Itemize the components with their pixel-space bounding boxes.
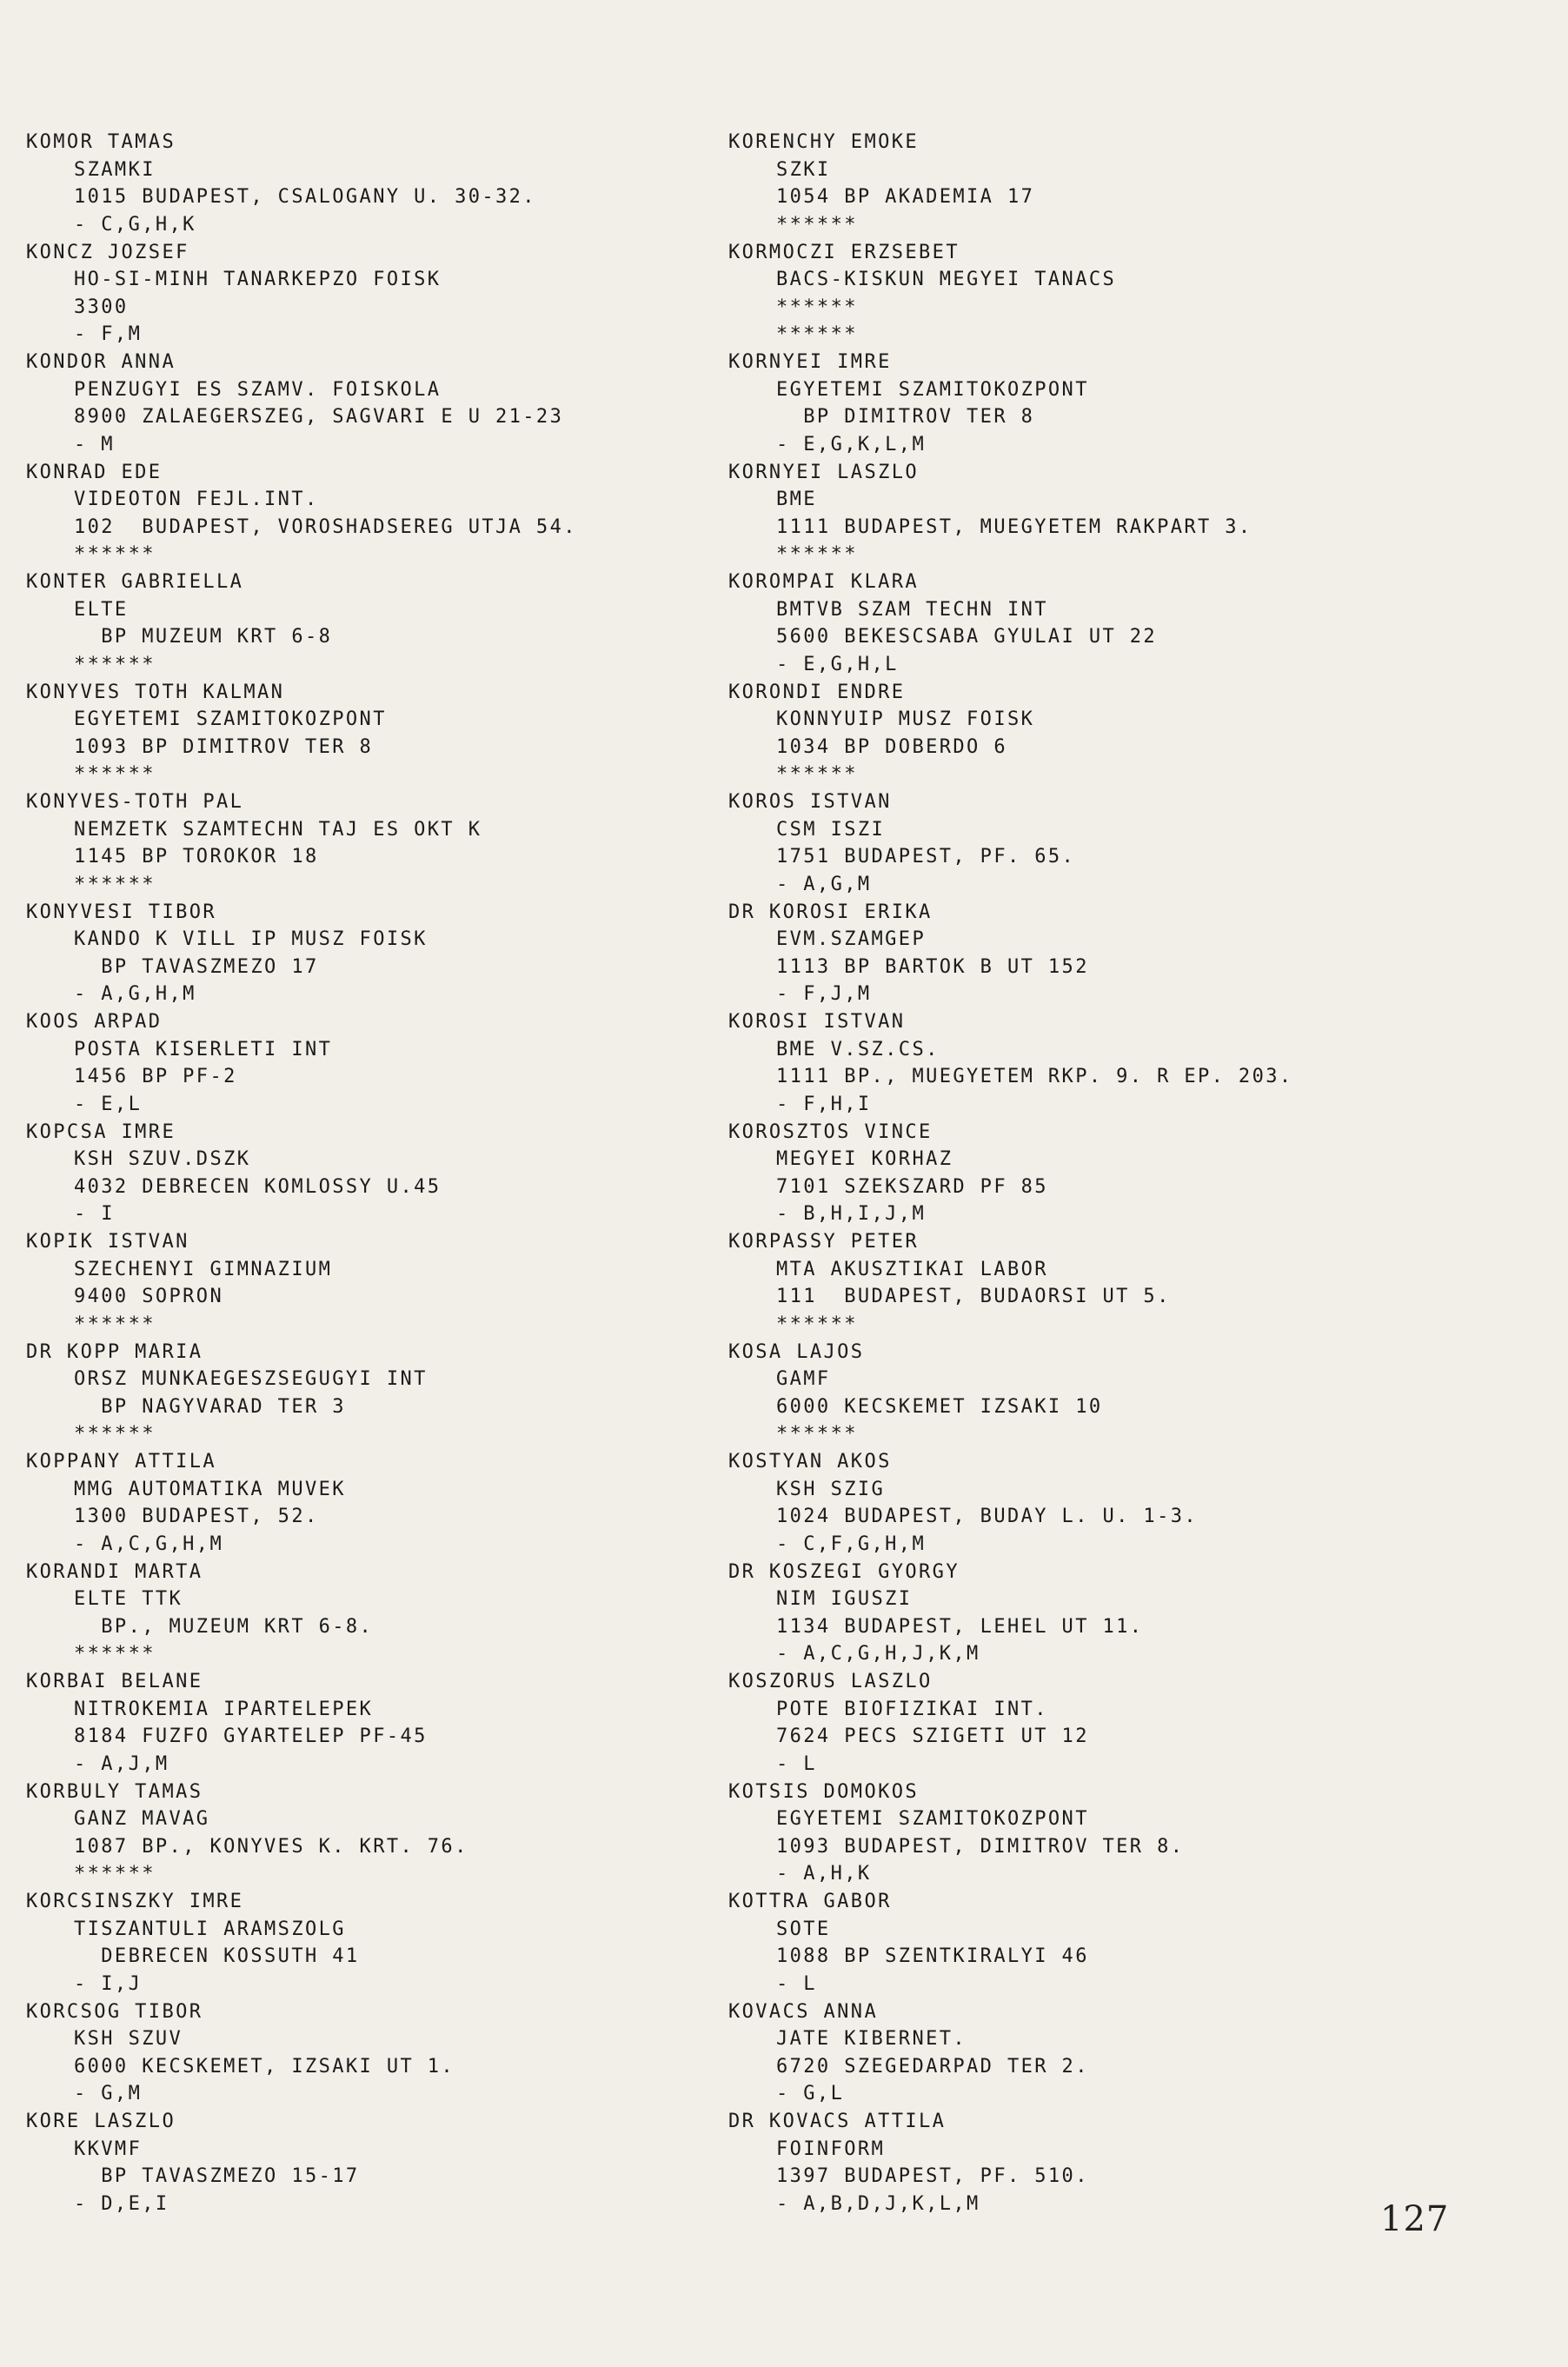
entry-institution: SOTE (776, 1918, 831, 1940)
directory-entry (728, 1228, 1450, 1339)
entry-codes: - L (776, 1752, 817, 1775)
directory-entry (26, 1119, 747, 1229)
entry-codes: ****** (74, 1643, 156, 1666)
directory-entry (26, 1779, 747, 1889)
entry-name: KOPIK ISTVAN (26, 1231, 189, 1253)
directory-entry (26, 788, 747, 899)
entry-name: KORENCHY EMOKE (728, 131, 920, 153)
entry-codes: - A,H,K (776, 1863, 872, 1885)
entry-institution: BME V.SZ.CS. (776, 1038, 940, 1060)
entry-address: 1113 BP BARTOK B UT 152 (776, 955, 1089, 978)
entry-institution: POTE BIOFIZIKAI INT. (776, 1698, 1048, 1720)
entry-address: BP TAVASZMEZO 17 (74, 955, 319, 978)
entry-codes: - F,H,I (776, 1093, 872, 1115)
entry-codes: - A,C,G,H,M (74, 1533, 224, 1555)
entry-address: 7101 SZEKSZARD PF 85 (776, 1175, 1048, 1198)
directory-entry (728, 1119, 1450, 1229)
entry-institution: POSTA KISERLETI INT (74, 1038, 333, 1060)
entry-institution: GANZ MAVAG (74, 1808, 210, 1831)
entry-institution: SZKI (776, 158, 831, 181)
directory-entry (26, 1228, 747, 1339)
entry-address: 1093 BUDAPEST, DIMITROV TER 8. (776, 1835, 1185, 1858)
entry-address: 1054 BP AKADEMIA 17 (776, 186, 1035, 209)
entry-codes: - E,G,H,L (776, 653, 899, 675)
left-column (26, 129, 747, 2218)
entry-address: 1300 BUDAPEST, 52. (74, 1506, 319, 1528)
entry-institution: NEMZETK SZAMTECHN TAJ ES OKT K (74, 818, 482, 841)
directory-entry (728, 1448, 1450, 1559)
entry-codes: - B,H,I,J,M (776, 1203, 927, 1226)
directory-entry (728, 239, 1450, 349)
entry-address: 1111 BP., MUEGYETEM RKP. 9. R EP. 203. (776, 1066, 1293, 1088)
entry-institution: BACS-KISKUN MEGYEI TANACS (776, 269, 1117, 291)
entry-institution: EGYETEMI SZAMITOKOZPONT (74, 708, 387, 731)
entry-institution: MEGYEI KORHAZ (776, 1148, 953, 1171)
entry-address: 102 BUDAPEST, VOROSHADSEREG UTJA 54. (74, 515, 577, 538)
entry-name: DR KOSZEGI GYORGY (728, 1560, 960, 1583)
entry-codes: - I (74, 1203, 115, 1226)
directory-entry (728, 459, 1450, 569)
entry-institution: KONNYUIP MUSZ FOISK (776, 708, 1035, 731)
entry-codes: ****** (776, 323, 858, 346)
directory-entry (728, 1998, 1450, 2109)
directory-entry (26, 1339, 747, 1449)
entry-name: KOSTYAN AKOS (728, 1451, 892, 1473)
entry-name: KOTSIS DOMOKOS (728, 1780, 920, 1803)
entry-address: 1088 BP SZENTKIRALYI 46 (776, 1945, 1089, 1968)
entry-institution: MTA AKUSZTIKAI LABOR (776, 1258, 1048, 1280)
entry-codes: - G,M (74, 2083, 143, 2105)
entry-institution: PENZUGYI ES SZAMV. FOISKOLA (74, 378, 442, 401)
entry-codes: - I,J (74, 1972, 143, 1995)
directory-entry (728, 899, 1450, 1009)
entry-address: 1087 BP., KONYVES K. KRT. 76. (74, 1835, 468, 1858)
entry-institution: JATE KIBERNET. (776, 2028, 967, 2051)
entry-institution: ELTE TTK (74, 1588, 183, 1611)
entry-address: 8900 ZALAEGERSZEG, SAGVARI E U 21-23 (74, 406, 564, 429)
entry-codes: ****** (74, 1423, 156, 1446)
entry-institution: CSM ISZI (776, 818, 886, 841)
entry-codes: - C,G,H,K (74, 213, 196, 236)
entry-name: KORNYEI IMRE (728, 351, 892, 373)
entry-name: KOOS ARPAD (26, 1011, 163, 1033)
directory-entry (728, 349, 1450, 459)
entry-codes: - A,B,D,J,K,L,M (776, 2192, 980, 2215)
entry-institution: HO-SI-MINH TANARKEPZO FOISK (74, 269, 442, 291)
directory-entry (26, 459, 747, 569)
entry-codes: ****** (74, 1313, 156, 1335)
entry-address: 1397 BUDAPEST, PF. 510. (776, 2165, 1089, 2188)
entry-address: 1751 BUDAPEST, PF. 65. (776, 846, 1076, 868)
directory-entry (26, 129, 747, 239)
entry-name: KORPASSY PETER (728, 1231, 920, 1253)
entry-institution: EGYETEMI SZAMITOKOZPONT (776, 378, 1089, 401)
entry-address: BP DIMITROV TER 8 (776, 406, 1035, 429)
entry-name: KOSA LAJOS (728, 1340, 865, 1363)
entry-institution: EGYETEMI SZAMITOKOZPONT (776, 1808, 1089, 1831)
directory-entry (728, 1559, 1450, 1669)
entry-codes: ****** (776, 543, 858, 566)
entry-institution: GAMF (776, 1368, 831, 1391)
entry-institution: KSH SZUV.DSZK (74, 1148, 251, 1171)
entry-institution: BMTVB SZAM TECHN INT (776, 598, 1048, 621)
entry-codes: ****** (776, 1423, 858, 1446)
entry-name: KORCSINSZKY IMRE (26, 1891, 244, 1912)
directory-entry (26, 239, 747, 349)
directory-entry (728, 1888, 1450, 1998)
entry-name: KOSZORUS LASZLO (728, 1671, 933, 1692)
entry-name: KONTER GABRIELLA (26, 571, 244, 593)
entry-name: KORE LASZLO (26, 2111, 176, 2132)
entry-codes: ****** (74, 543, 156, 566)
entry-codes: - C,F,G,H,M (776, 1533, 927, 1555)
directory-entry (26, 1559, 747, 1669)
directory-entry (26, 1998, 747, 2109)
entry-address: 1145 BP TOROKOR 18 (74, 846, 319, 868)
entry-institution: KSH SZIG (776, 1478, 886, 1500)
entry-name: KONRAD EDE (26, 461, 163, 483)
entry-codes: ****** (74, 653, 156, 675)
entry-codes: ****** (74, 763, 156, 786)
entry-name: KORONDI ENDRE (728, 681, 906, 703)
entry-codes: - D,E,I (74, 2192, 169, 2215)
entry-name: DR KOPP MARIA (26, 1340, 203, 1363)
entry-address: ****** (776, 296, 858, 318)
entry-address: 1111 BUDAPEST, MUEGYETEM RAKPART 3. (776, 515, 1252, 538)
entry-name: KONYVES-TOTH PAL (26, 791, 244, 813)
entry-address: BP MUZEUM KRT 6-8 (74, 626, 333, 648)
entry-name: KORNYEI LASZLO (728, 461, 920, 483)
entry-codes: ****** (776, 1313, 858, 1335)
directory-entry (728, 129, 1450, 239)
entry-institution: MMG AUTOMATIKA MUVEK (74, 1478, 346, 1500)
directory-entry (26, 899, 747, 1009)
entry-address: BP TAVASZMEZO 15-17 (74, 2165, 360, 2188)
entry-name: KOROSZTOS VINCE (728, 1120, 933, 1143)
directory-entry (728, 2108, 1450, 2218)
entry-institution: NIM IGUSZI (776, 1588, 913, 1611)
entry-institution: BME (776, 489, 817, 511)
entry-address: 4032 DEBRECEN KOMLOSSY U.45 (74, 1175, 442, 1198)
entry-name: KORBULY TAMAS (26, 1780, 203, 1803)
entry-address: 111 BUDAPEST, BUDAORSI UT 5. (776, 1286, 1171, 1308)
entry-codes: ****** (776, 763, 858, 786)
entry-institution: EVM.SZAMGEP (776, 928, 927, 951)
entry-address: 1093 BP DIMITROV TER 8 (74, 735, 374, 758)
entry-institution: VIDEOTON FEJL.INT. (74, 489, 319, 511)
directory-entry (26, 679, 747, 789)
directory-entry (728, 1779, 1450, 1889)
entry-name: KOROMPAI KLARA (728, 571, 920, 593)
entry-name: KONDOR ANNA (26, 351, 176, 373)
entry-name: KONYVESI TIBOR (26, 901, 217, 923)
entry-name: KOPCSA IMRE (26, 1120, 176, 1143)
entry-codes: - F,J,M (776, 983, 872, 1006)
entry-address: 8184 FUZFO GYARTELEP PF-45 (74, 1725, 428, 1748)
entry-name: KORMOCZI ERZSEBET (728, 241, 960, 263)
entry-codes: - F,M (74, 323, 143, 346)
entry-address: 5600 BEKESCSABA GYULAI UT 22 (776, 626, 1158, 648)
entry-name: KOMOR TAMAS (26, 131, 176, 153)
entry-institution: KANDO K VILL IP MUSZ FOISK (74, 928, 428, 951)
entry-codes: - E,G,K,L,M (776, 433, 927, 455)
entry-name: KOVACS ANNA (728, 2000, 879, 2023)
entry-institution: ORSZ MUNKAEGESZSEGUGYI INT (74, 1368, 428, 1391)
page-number: 127 (1380, 2199, 1450, 2239)
entry-codes: - A,G,H,M (74, 983, 196, 1006)
entry-address: 6000 KECSKEMET, IZSAKI UT 1. (74, 2055, 455, 2078)
entry-name: KOROSI ISTVAN (728, 1011, 906, 1033)
directory-entry (26, 349, 747, 459)
entry-name: KORBAI BELANE (26, 1671, 203, 1692)
entry-address: BP., MUZEUM KRT 6-8. (74, 1615, 374, 1638)
entry-address: DEBRECEN KOSSUTH 41 (74, 1945, 360, 1968)
entry-institution: NITROKEMIA IPARTELEPEK (74, 1698, 374, 1720)
entry-codes: ****** (74, 873, 156, 895)
directory-entry (728, 1339, 1450, 1449)
directory-entry (26, 1888, 747, 1998)
entry-name: KONYVES TOTH KALMAN (26, 681, 285, 703)
directory-entry (26, 2108, 747, 2218)
entry-institution: KKVMF (74, 2138, 143, 2160)
directory-entry (728, 788, 1450, 899)
entry-codes: - A,G,M (776, 873, 872, 895)
entry-address: 1456 BP PF-2 (74, 1066, 237, 1088)
entry-codes: - M (74, 433, 115, 455)
entry-address: 3300 (74, 296, 129, 318)
right-column (728, 129, 1450, 2218)
entry-codes: ****** (776, 213, 858, 236)
entry-codes: ****** (74, 1863, 156, 1885)
entry-address: 1015 BUDAPEST, CSALOGANY U. 30-32. (74, 186, 536, 209)
directory-entry (728, 1668, 1450, 1779)
directory-entry (728, 679, 1450, 789)
entry-institution: SZAMKI (74, 158, 156, 181)
entry-address: BP NAGYVARAD TER 3 (74, 1395, 346, 1418)
entry-name: KONCZ JOZSEF (26, 241, 189, 263)
entry-address: 9400 SOPRON (74, 1286, 224, 1308)
entry-address: 6000 KECSKEMET IZSAKI 10 (776, 1395, 1103, 1418)
entry-name: KOTTRA GABOR (728, 1891, 892, 1912)
entry-name: KORCSOG TIBOR (26, 2000, 203, 2023)
directory-entry (728, 1008, 1450, 1119)
entry-address: 6720 SZEGEDARPAD TER 2. (776, 2055, 1089, 2078)
entry-institution: ELTE (74, 598, 129, 621)
entry-address: 7624 PECS SZIGETI UT 12 (776, 1725, 1089, 1748)
entry-name: DR KOVACS ATTILA (728, 2111, 947, 2132)
entry-institution: FOINFORM (776, 2138, 886, 2160)
directory-entry (728, 568, 1450, 679)
entry-address: 1034 BP DOBERDO 6 (776, 735, 1007, 758)
entry-address: 1134 BUDAPEST, LEHEL UT 11. (776, 1615, 1144, 1638)
entry-name: KOROS ISTVAN (728, 791, 892, 813)
entry-name: KORANDI MARTA (26, 1560, 203, 1583)
entry-address: 1024 BUDAPEST, BUDAY L. U. 1-3. (776, 1506, 1198, 1528)
entry-institution: TISZANTULI ARAMSZOLG (74, 1918, 346, 1940)
directory-entry (26, 1008, 747, 1119)
entry-codes: - A,C,G,H,J,K,M (776, 1643, 980, 1666)
entry-codes: - G,L (776, 2083, 845, 2105)
entry-name: KOPPANY ATTILA (26, 1451, 217, 1473)
entry-institution: SZECHENYI GIMNAZIUM (74, 1258, 333, 1280)
entry-codes: - E,L (74, 1093, 143, 1115)
directory-entry (26, 1448, 747, 1559)
entry-name: DR KOROSI ERIKA (728, 901, 933, 923)
directory-entry (26, 568, 747, 679)
entry-codes: - L (776, 1972, 817, 1995)
entry-codes: - A,J,M (74, 1752, 169, 1775)
entry-institution: KSH SZUV (74, 2028, 183, 2051)
directory-entry (26, 1668, 747, 1779)
